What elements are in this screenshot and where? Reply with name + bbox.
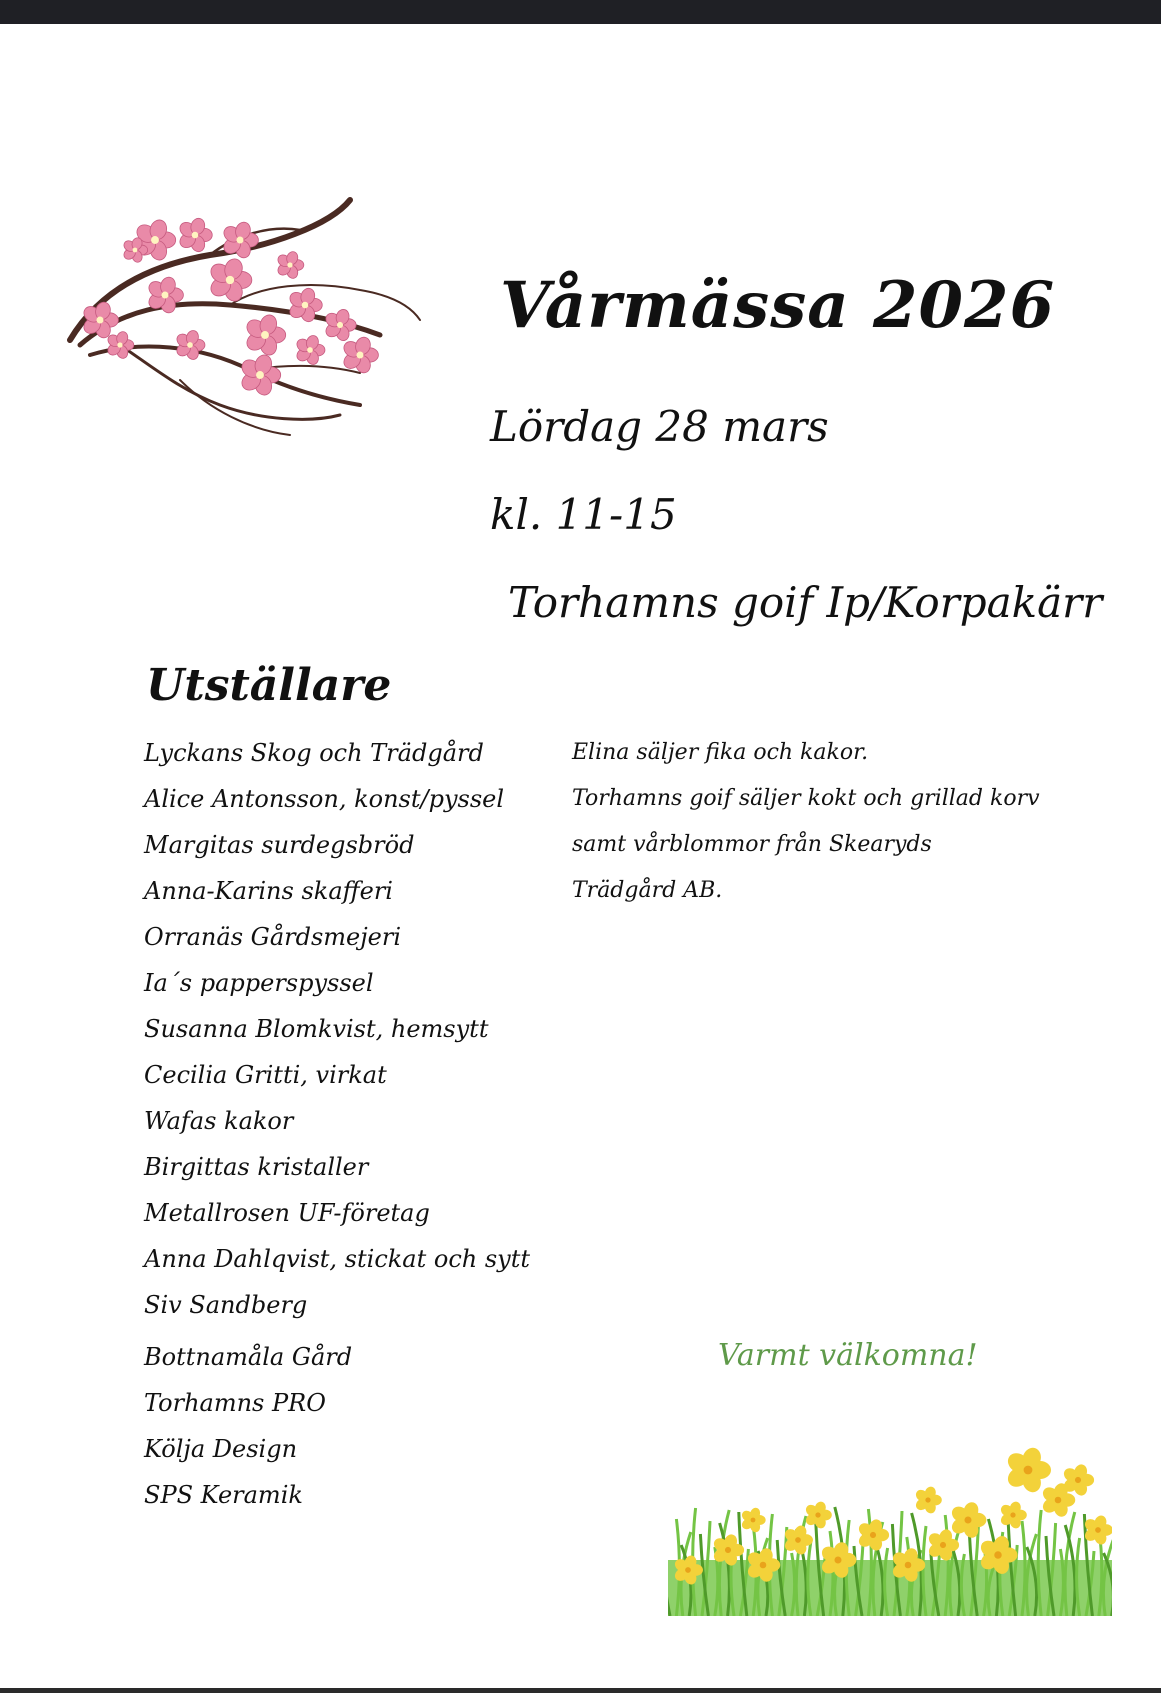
exhibitor-item: Kölja Design — [144, 1435, 298, 1463]
exhibitor-item: Anna-Karins skafferi — [144, 877, 393, 905]
exhibitor-item: Bottnamåla Gård — [144, 1343, 353, 1371]
exhibitor-item: Cecilia Gritti, virkat — [144, 1061, 387, 1089]
info-line: Elina säljer fika och kakor. — [572, 740, 869, 765]
top-bar — [0, 0, 1161, 24]
daffodils-image — [668, 1440, 1112, 1616]
info-line: samt vårblommor från Skearyds — [572, 832, 932, 857]
exhibitor-item: Ia´s papperspyssel — [144, 969, 374, 997]
page-title: Vårmässa 2026 — [500, 268, 1056, 343]
exhibitor-item: Torhamns PRO — [144, 1389, 326, 1417]
exhibitor-item: Margitas surdegsbröd — [144, 831, 415, 859]
event-venue: Torhamns goif Ip/Korpakärr — [508, 578, 1103, 627]
exhibitor-item: Metallrosen UF-företag — [144, 1199, 430, 1227]
info-block — [572, 738, 1040, 922]
exhibitor-item: Wafas kakor — [144, 1107, 294, 1135]
welcome-text: Varmt välkomna! — [718, 1338, 978, 1373]
exhibitor-item: Susanna Blomkvist, hemsytt — [144, 1015, 489, 1043]
exhibitor-item: Siv Sandberg — [144, 1291, 308, 1319]
info-line: Trädgård AB. — [572, 878, 723, 903]
bottom-bar — [0, 1688, 1161, 1693]
info-line: Torhamns goif säljer kokt och grillad korv — [572, 786, 1040, 811]
exhibitor-item: Orranäs Gårdsmejeri — [144, 923, 402, 951]
exhibitor-list — [144, 738, 530, 1526]
cherry-blossom-branch-image — [60, 195, 480, 465]
exhibitor-item: SPS Keramik — [144, 1481, 303, 1509]
exhibitor-item: Anna Dahlqvist, stickat och sytt — [144, 1245, 531, 1273]
exhibitors-heading: Utställare — [146, 660, 392, 711]
event-date: Lördag 28 mars — [490, 402, 829, 451]
exhibitor-item: Lyckans Skog och Trädgård — [144, 739, 484, 767]
exhibitor-item: Alice Antonsson, konst/pyssel — [144, 785, 505, 813]
event-time: kl. 11-15 — [490, 490, 677, 539]
exhibitor-item: Birgittas kristaller — [144, 1153, 369, 1181]
